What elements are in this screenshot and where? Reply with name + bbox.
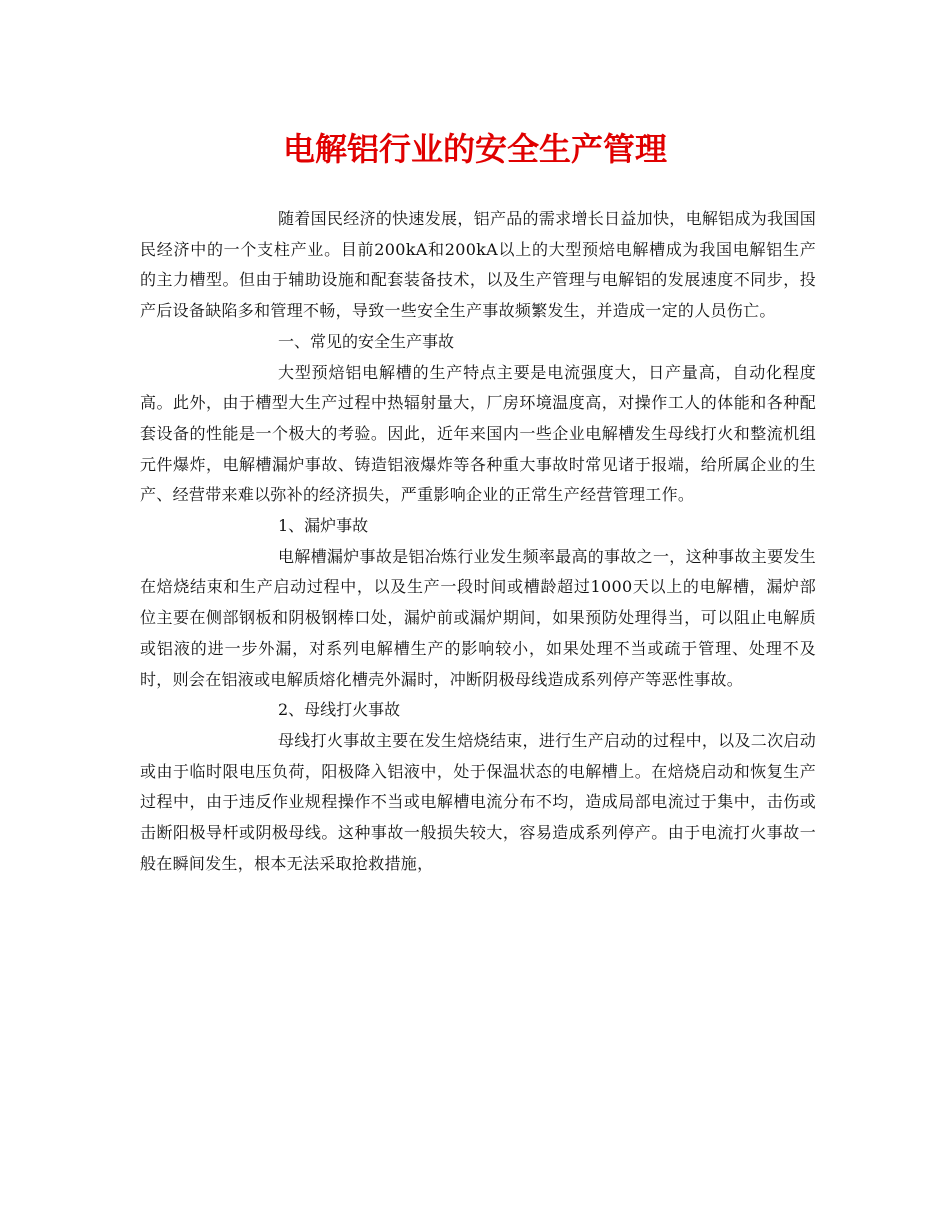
page-title: 电解铝行业的安全生产管理: [282, 130, 667, 168]
paragraph-busbar-arc-accident: 母线打火事故主要在发生焙烧结束，进行生产启动的过程中，以及二次启动或由于临时限电压负荷，阳极降入铝液中，处于保温状态的电解槽上。在焙烧启动和恢复生产过程中，由于违反作业规程操作不当或电解槽电流分布不均，造成局部电流过于集中，击伤或击断阳极导杆或阴极母线。这种事故一般损失较大，容易造成系列停产。由于电流打火事故一般在瞬间发生，根本无法采取抢救措施，: [140, 730, 816, 873]
section-heading-leak-accident: 1、漏炉事故: [278, 516, 369, 536]
paragraph-intro: 随着国民经济的快速发展，铝产品的需求增长日益加快，电解铝成为我国国民经济中的一个支柱产业。目前200kA和200kA以上的大型预焙电解槽成为我国电解铝生产的主力槽型。但由于辅助设施和配套装备技术，以及生产管理与电解铝的发展速度不同步，投产后设备缺陷多和管理不畅，导致一些安全生产事故频繁发生，并造成一定的人员伤亡。: [140, 209, 816, 321]
paragraph-leak-accident: 电解槽漏炉事故是铝冶炼行业发生频率最高的事故之一，这种事故主要发生在焙烧结束和生产启动过程中，以及生产一段时间或槽龄超过1000天以上的电解槽，漏炉部位主要在侧部钢板和阴极钢棒口处，漏炉前或漏炉期间，如果预防处理得当，可以阻止电解质或铝液的进一步外漏，对系列电解槽生产的影响较小，如果处理不当或疏于管理、处理不及时，则会在铝液或电解质熔化槽壳外漏时，冲断阴极母线造成系列停产等恶性事故。: [140, 546, 816, 689]
paragraph-accident-overview: 大型预焙铝电解槽的生产特点主要是电流强度大，日产量高，自动化程度高。此外，由于槽型大生产过程中热辐射量大，厂房环境温度高，对操作工人的体能和各种配套设备的性能是一个极大的考验。因此，近年来国内一些企业电解槽发生母线打火和整流机组元件爆炸，电解槽漏炉事故、铸造铝液爆炸等各种重大事故时常见诸于报端，给所属企业的生产、经营带来难以弥补的经济损失，严重影响企业的正常生产经营管理工作。: [140, 362, 816, 505]
section-heading-common-accidents: 一、常见的安全生产事故: [278, 331, 455, 351]
section-heading-busbar-arc-accident: 2、母线打火事故: [278, 700, 401, 720]
document-body: [140, 204, 816, 879]
